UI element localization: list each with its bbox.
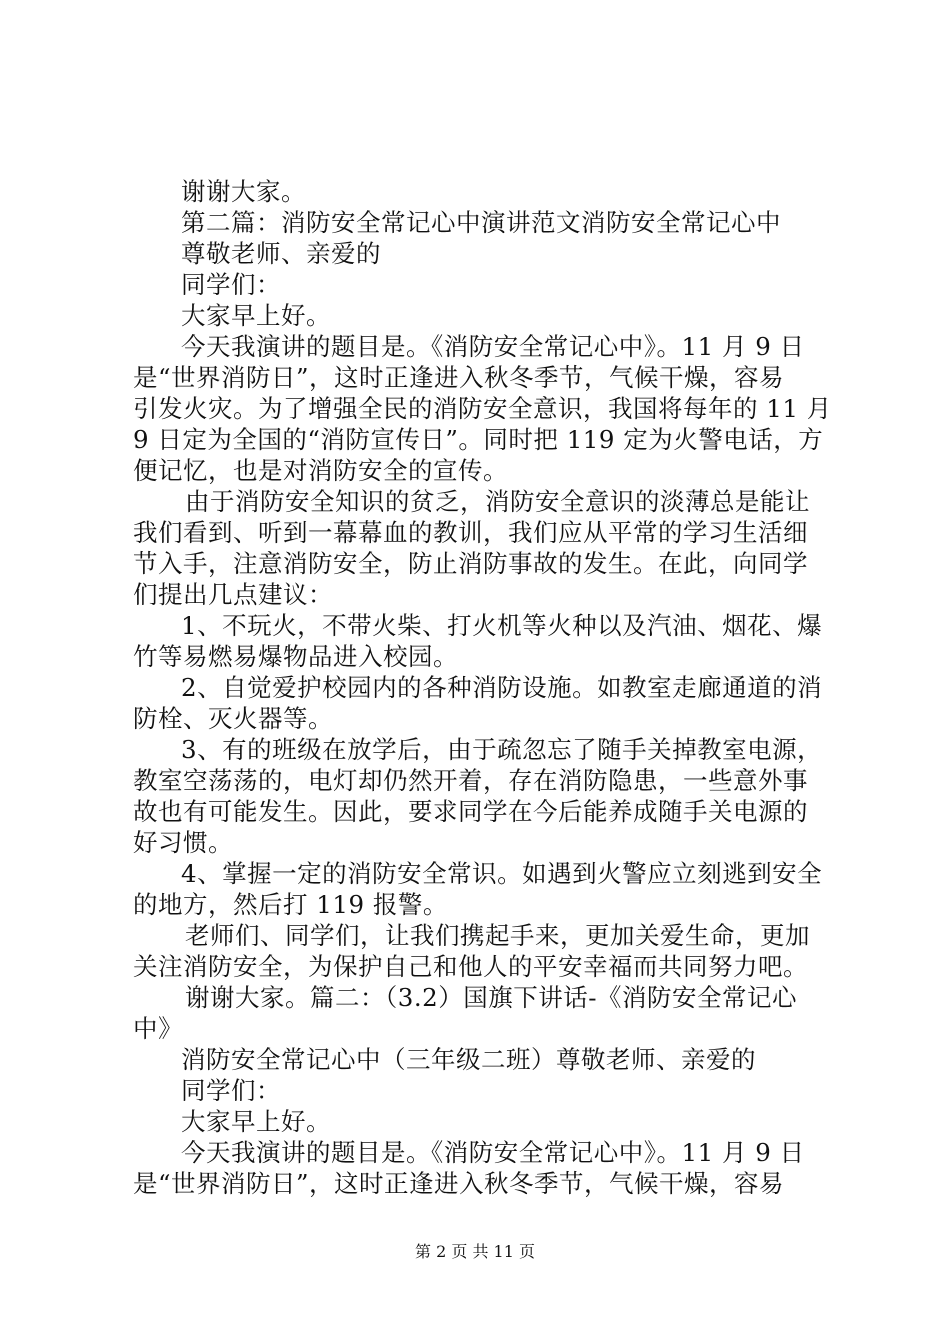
text-line: 第二篇：消防安全常记心中演讲范文消防安全常记心中 (181, 208, 781, 237)
text-line: 是“世界消防日”，这时正逢进入秋冬季节，气候干燥，容易 (133, 1169, 785, 1198)
text-line: 今天我演讲的题目是。《消防安全常记心中》。11 月 9 日 (181, 332, 805, 361)
text-line: 是“世界消防日”，这时正逢进入秋冬季节，气候干燥，容易 (133, 363, 785, 392)
text-line: 由于消防安全知识的贫乏，消防安全意识的淡薄总是能让 (185, 487, 810, 516)
text-line: 教室空荡荡的，电灯却仍然开着，存在消防隐患，一些意外事 (133, 766, 808, 795)
text-line: 今天我演讲的题目是。《消防安全常记心中》。11 月 9 日 (181, 1138, 805, 1167)
text-line: 竹等易燃易爆物品进入校园。 (133, 642, 458, 671)
text-line: 我们看到、听到一幕幕血的教训，我们应从平常的学习生活细 (133, 518, 808, 547)
text-line: 同学们： (181, 270, 281, 299)
text-line: 大家早上好。 (181, 301, 331, 330)
text-line: 们提出几点建议： (133, 580, 333, 609)
text-line: 9 日定为全国的“消防宣传日”。同时把 119 定为火警电话，方 (133, 425, 824, 454)
text-line: 3、有的班级在放学后，由于疏忽忘了随手关掉教室电源， (181, 735, 823, 764)
text-line: 1、不玩火，不带火柴、打火机等火种以及汽油、烟花、爆 (181, 611, 823, 640)
text-line: 谢谢大家。 (181, 177, 306, 206)
text-line: 尊敬老师、亲爱的 (181, 239, 381, 268)
text-line: 关注消防安全，为保护自己和他人的平安幸福而共同努力吧。 (133, 952, 808, 981)
text-line: 便记忆，也是对消防安全的宣传。 (133, 456, 508, 485)
text-line: 故也有可能发生。因此，要求同学在今后能养成随手关电源的 (133, 797, 808, 826)
text-line: 大家早上好。 (181, 1107, 331, 1136)
text-line: 2、自觉爱护校园内的各种消防设施。如教室走廊通道的消 (181, 673, 823, 702)
text-line: 老师们、同学们，让我们携起手来，更加关爱生命，更加 (185, 921, 810, 950)
page-number-footer: 第 2 页 共 11 页 (415, 1242, 535, 1261)
text-line: 谢谢大家。篇二：（3.2）国旗下讲话-《消防安全常记心 (185, 983, 797, 1012)
text-line: 同学们： (181, 1076, 281, 1105)
text-line: 的地方，然后打 119 报警。 (133, 890, 448, 919)
text-line: 节入手，注意消防安全，防止消防事故的发生。在此，向同学 (133, 549, 808, 578)
text-line: 消防安全常记心中（三年级二班）尊敬老师、亲爱的 (181, 1045, 756, 1074)
text-line: 防栓、灭火器等。 (133, 704, 333, 733)
text-line: 中》 (133, 1014, 183, 1043)
text-line: 好习惯。 (133, 828, 233, 857)
text-line: 4、掌握一定的消防安全常识。如遇到火警应立刻逃到安全 (181, 859, 823, 888)
text-line: 引发火灾。为了增强全民的消防安全意识，我国将每年的 11 月 (133, 394, 832, 423)
